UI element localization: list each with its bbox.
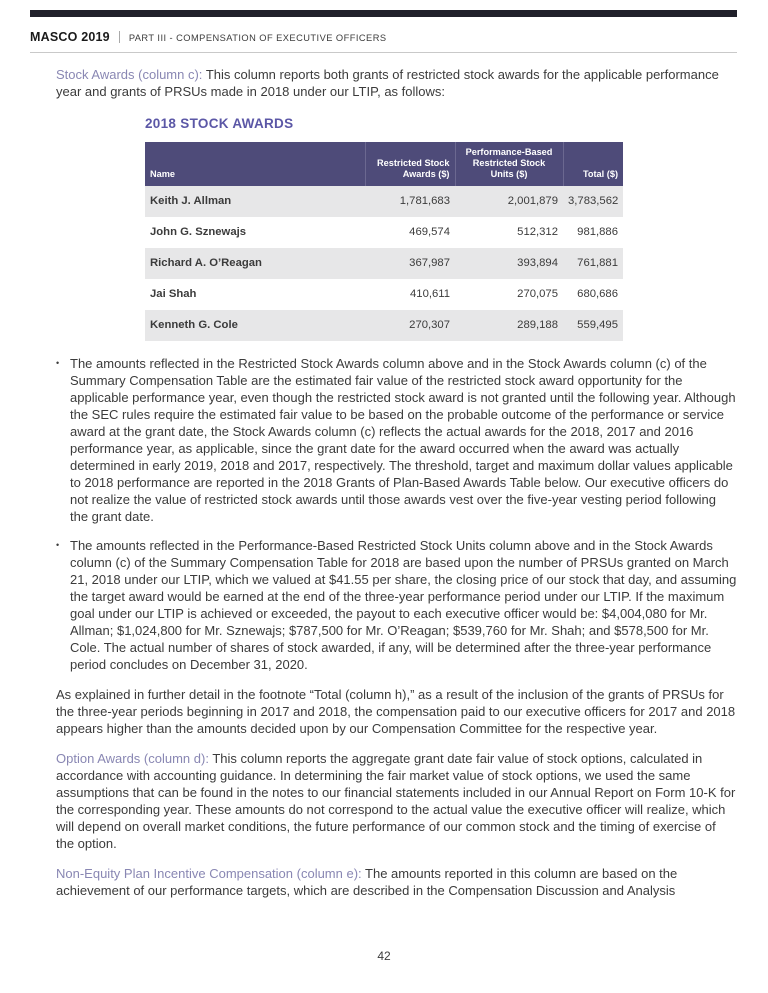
column-header-name: Name: [145, 142, 365, 186]
table-cell-name: Richard A. O’Reagan: [150, 257, 262, 269]
table-cell-restricted: 367,987: [409, 257, 450, 269]
table-row: [145, 186, 623, 217]
bullet-icon: •: [56, 358, 60, 368]
paragraph-lead: Non-Equity Plan Incentive Compensation (column e):: [56, 866, 362, 881]
table-cell-prsu: 289,188: [517, 319, 558, 331]
table-header-row: [145, 142, 623, 186]
bullet-icon: •: [56, 540, 60, 550]
stock-awards-table-block: [145, 115, 737, 341]
table-cell-total: 981,886: [577, 226, 618, 238]
table-cell-total: 559,495: [577, 319, 618, 331]
section-title: PART III - COMPENSATION OF EXECUTIVE OFFICERS: [128, 32, 387, 43]
table-row: [145, 279, 623, 310]
table-cell-prsu: 2,001,879: [507, 195, 558, 207]
table-cell-restricted: 1,781,683: [399, 195, 450, 207]
column-header-total: Total ($): [563, 142, 623, 186]
page-number: 42: [377, 949, 391, 963]
intro-text: This column reports both grants of restricted stock awards for the applicable performance year and grants of PRSUs made in 2018 under our LTIP, as follows:: [56, 67, 719, 99]
intro-paragraph: [56, 66, 737, 100]
table-cell-name: Jai Shah: [150, 288, 197, 300]
bullet-item: [56, 355, 737, 525]
table-cell-total: 680,686: [577, 288, 618, 300]
table-cell-prsu: 270,075: [517, 288, 558, 300]
table-cell-restricted: 469,574: [409, 226, 450, 238]
stock-awards-table-title: 2018 STOCK AWARDS: [145, 116, 294, 131]
table-row: [145, 248, 623, 279]
header-divider: [119, 31, 120, 43]
brand-title: MASCO 2019: [30, 30, 110, 44]
header-rule: [30, 52, 737, 53]
paragraph-text: As explained in further detail in the footnote “Total (column h),” as a result of the inclusion of the grants of PRSUs for the three-year periods beginning in 2017 and 2018, the compensation paid to our executive officers for 2017 and 2018 appears higher than the amounts decided upon by our Compensation Committee for the respective year.: [56, 687, 736, 736]
table-cell-prsu: 393,894: [517, 257, 558, 269]
table-cell-name: John G. Sznewajs: [150, 226, 247, 238]
body-paragraph-option-awards: [56, 750, 737, 852]
page-header: [30, 30, 737, 44]
bullet-list: [56, 355, 737, 673]
table-row: [145, 217, 623, 248]
body-paragraph-total-footnote: [56, 686, 737, 737]
bullet-text: The amounts reflected in the Performance-Based Restricted Stock Units column above and in the Stock Awards column (c) of the Summary Compensation Table for 2018 are based upon the number of PRSUs granted on March 21, 2018 under our LTIP, which we valued at $41.55 per share, the closing price of our stock that day, and assuming the target award would be earned at the end of the three-year performance period under our LTIP. If the maximum goal under our LTIP is achieved or exceeded, the payout to each executive officer would be: $4,004,080 for Mr. Allman; $1,024,800 for Mr. Sznewajs; $787,500 for Mr. O’Reagan; $539,760 for Mr. Shah; and $578,500 for Mr. Cole. The actual number of shares of stock awarded, if any, will be determined after the three-year performance period concludes on December 31, 2020.: [70, 538, 737, 672]
table-cell-restricted: 410,611: [410, 288, 450, 300]
stock-awards-table: [145, 142, 623, 341]
table-cell-prsu: 512,312: [517, 226, 558, 238]
paragraph-text: The amounts reported in this column are based on the achievement of our performance targets, which are described in the Compensation Discussion and Analysis: [56, 866, 678, 898]
paragraph-text: This column reports the aggregate grant date fair value of stock options, calculated in accordance with accounting guidance. In determining the fair market value of stock options, we used the same assumptions that can be found in the notes to our financial statements included in our Annual Report on Form 10-K for the corresponding year. These amounts do not correspond to the actual value the executive officer will realize, which will depend on overall market conditions, the future performance of our common stock and the timing of exercise of the option.: [56, 751, 736, 851]
paragraph-lead: Option Awards (column d):: [56, 751, 209, 766]
column-header-prsu: Performance-Based Restricted Stock Units ($): [455, 142, 563, 186]
table-cell-restricted: 270,307: [409, 319, 450, 331]
table-cell-name: Kenneth G. Cole: [150, 319, 238, 331]
table-cell-name: Keith J. Allman: [150, 195, 232, 207]
table-cell-total: 3,783,562: [568, 195, 619, 207]
column-header-restricted-stock-awards: Restricted Stock Awards ($): [365, 142, 455, 186]
bullet-text: The amounts reflected in the Restricted Stock Awards column above and in the Stock Awards column (c) of the Summary Compensation Table are the estimated fair value of the restricted stock award opportunity for the applicable performance year, even though the restricted stock award is not granted until the following year. Although the SEC rules require the estimated fair value to be based on the probable outcome of the performance or service award at the grant date, the Stock Awards column (c) reflects the actual awards for the 2018, 2017 and 2016 performance year, as applicable, since the grant date for the award occurred when the award was actually determined in early 2019, 2018 and 2017, respectively. The threshold, target and maximum dollar values applicable to 2018 performance are reported in the 2018 Grants of Plan-Based Awards Table below. Our executive officers do not realize the value of restricted stock awards until those awards vest over the five-year vesting period following the grant date.: [70, 356, 736, 524]
top-accent-bar: [30, 10, 737, 17]
bullet-item: [56, 537, 737, 673]
body-paragraph-non-equity: [56, 865, 737, 899]
table-cell-total: 761,881: [577, 257, 618, 269]
table-row: [145, 310, 623, 341]
page-content: [56, 66, 737, 899]
intro-lead: Stock Awards (column c):: [56, 67, 203, 82]
